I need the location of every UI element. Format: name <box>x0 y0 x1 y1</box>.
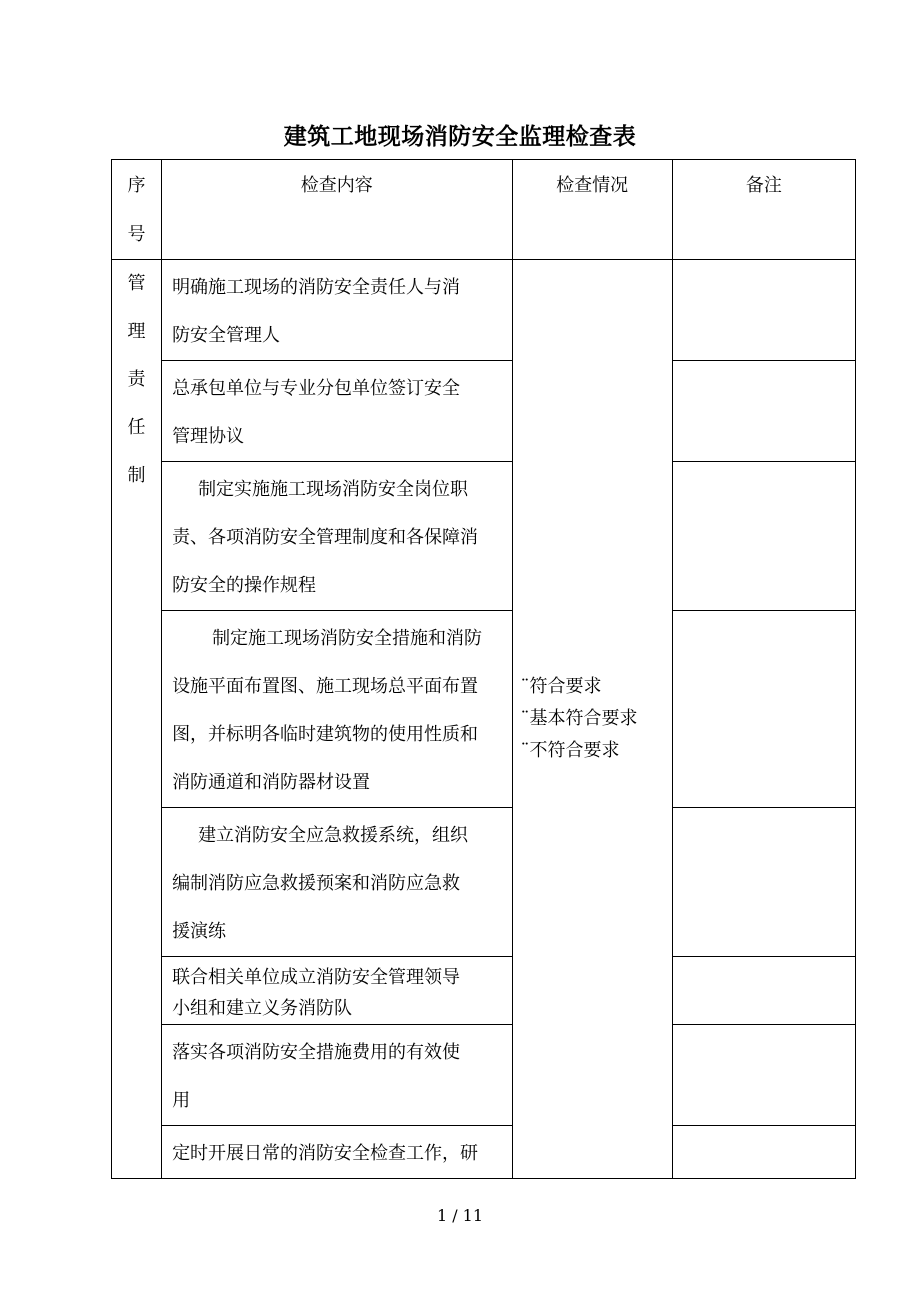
table-row <box>112 260 856 361</box>
category-char: 任 <box>127 417 146 438</box>
table-row <box>112 611 856 808</box>
note-cell[interactable] <box>672 462 855 611</box>
header-status: 检查情况 <box>512 160 672 260</box>
table-row <box>112 1025 856 1126</box>
header-seq-line2: 号 <box>127 224 146 245</box>
inspection-table <box>111 159 856 1179</box>
status-option-basic[interactable]: ¨基本符合要求 <box>520 708 638 729</box>
content-line: 管理协议 <box>172 426 245 447</box>
content-line: 消防通道和消防器材设置 <box>172 772 371 793</box>
table-row <box>112 808 856 957</box>
header-content: 检查内容 <box>162 160 512 260</box>
content-cell <box>162 361 512 462</box>
note-cell[interactable] <box>672 611 855 808</box>
category-char: 制 <box>127 465 146 486</box>
content-line: 制定实施施工现场消防安全岗位职 <box>198 479 469 500</box>
note-cell[interactable] <box>672 260 855 361</box>
content-line: 援演练 <box>172 921 227 942</box>
table-row <box>112 462 856 611</box>
content-line: 防安全管理人 <box>172 325 281 346</box>
content-line: 编制消防应急救援预案和消防应急救 <box>172 873 461 894</box>
note-cell[interactable] <box>672 808 855 957</box>
table-row <box>112 361 856 462</box>
table-row <box>112 1126 856 1179</box>
content-line: 定时开展日常的消防安全检查工作，研 <box>172 1143 479 1164</box>
content-line: 防安全的操作规程 <box>172 575 317 596</box>
content-line: 落实各项消防安全措施费用的有效使 <box>172 1042 461 1063</box>
content-line: 用 <box>172 1090 191 1111</box>
category-cell <box>112 260 162 1179</box>
category-char: 管 <box>127 273 146 294</box>
content-line: 设施平面布置图、施工现场总平面布置 <box>172 676 479 697</box>
note-cell[interactable] <box>672 957 855 1025</box>
content-line: 制定施工现场消防安全措施和消防 <box>212 628 483 649</box>
table-header-row <box>112 160 856 260</box>
document-title: 建筑工地现场消防安全监理检查表 <box>283 123 637 150</box>
status-cell <box>512 260 672 1179</box>
content-cell <box>162 260 512 361</box>
header-seq-line1: 序 <box>127 175 146 196</box>
content-cell <box>162 957 512 1025</box>
content-line: 责、各项消防安全管理制度和各保障消 <box>172 527 479 548</box>
content-line: 明确施工现场的消防安全责任人与消 <box>172 277 461 298</box>
category-char: 责 <box>127 369 146 390</box>
header-note: 备注 <box>672 160 855 260</box>
note-cell[interactable] <box>672 1126 855 1179</box>
status-option-compliant[interactable]: ¨符合要求 <box>520 676 602 697</box>
page-indicator: 1 / 11 <box>436 1206 484 1225</box>
content-cell <box>162 462 512 611</box>
content-line: 建立消防安全应急救援系统，组织 <box>198 825 469 846</box>
note-cell[interactable] <box>672 361 855 462</box>
table-row <box>112 957 856 1025</box>
content-cell <box>162 1025 512 1126</box>
content-cell <box>162 1126 512 1179</box>
header-seq <box>112 160 162 260</box>
content-cell <box>162 808 512 957</box>
content-line: 图，并标明各临时建筑物的使用性质和 <box>172 724 479 745</box>
category-char: 理 <box>127 321 146 342</box>
note-cell[interactable] <box>672 1025 855 1126</box>
content-line: 联合相关单位成立消防安全管理领导 <box>172 967 461 988</box>
content-line: 小组和建立义务消防队 <box>172 998 353 1019</box>
content-line: 总承包单位与专业分包单位签订安全 <box>172 378 461 399</box>
content-cell <box>162 611 512 808</box>
status-option-noncompliant[interactable]: ¨不符合要求 <box>520 740 620 761</box>
